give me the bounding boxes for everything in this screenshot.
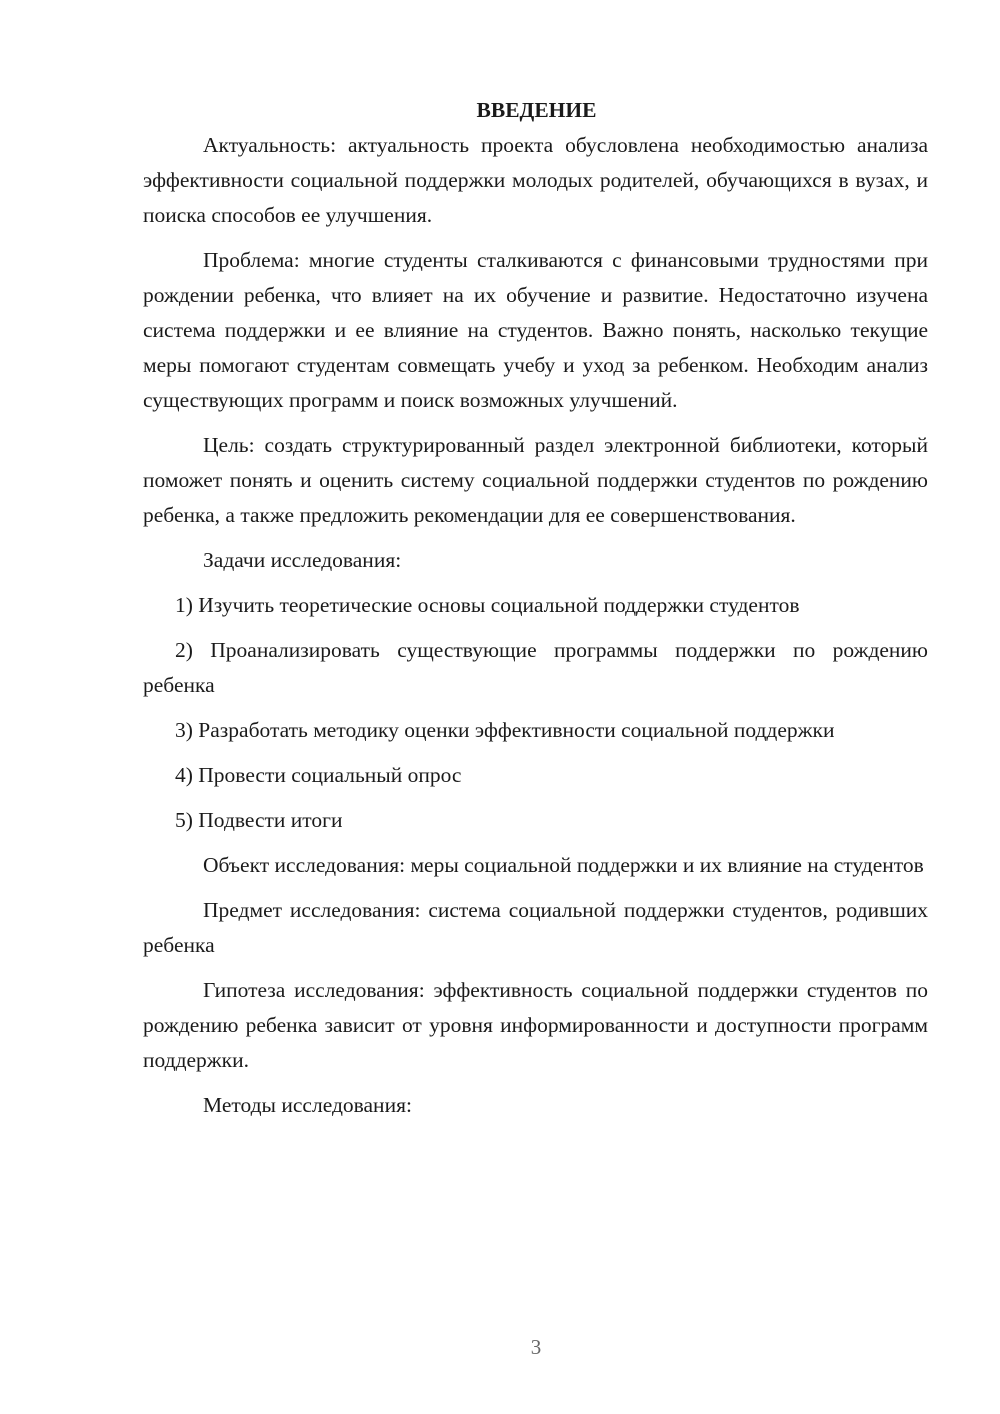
task-item-4: 4) Провести социальный опрос: [175, 763, 462, 787]
object-paragraph: Объект исследования: меры социальной поддержки и их влияние на студентов: [203, 853, 924, 877]
section-title: ВВЕДЕНИЕ: [476, 98, 597, 122]
page-content: [143, 93, 928, 1133]
methods-heading: Методы исследования:: [203, 1093, 412, 1117]
page-number: 3: [530, 1335, 542, 1359]
subject-paragraph: Предмет исследования: система социальной поддержки студентов, родивших ребенка: [143, 898, 928, 957]
tasks-heading: Задачи исследования:: [203, 548, 402, 572]
task-item-3: 3) Разработать методику оценки эффективности социальной поддержки: [175, 718, 835, 742]
relevance-paragraph: Актуальность: актуальность проекта обусловлена необходимостью анализа эффективности социальной поддержки молодых родителей, обучающихся в вузах, и поиска способов ее улучшения.: [143, 133, 928, 227]
task-item-5: 5) Подвести итоги: [175, 808, 343, 832]
task-item-1: 1) Изучить теоретические основы социальной поддержки студентов: [175, 593, 800, 617]
goal-paragraph: Цель: создать структурированный раздел электронной библиотеки, который поможет понять и оценить систему социальной поддержки студентов по рождению ребенка, а также предложить рекомендации для ее совершенствования.: [143, 433, 928, 527]
hypothesis-paragraph: Гипотеза исследования: эффективность социальной поддержки студентов по рождению ребенка зависит от уровня информированности и доступности программ поддержки.: [143, 978, 928, 1072]
task-item-2: 2) Проанализировать существующие программы поддержки по рождению ребенка: [143, 638, 928, 697]
problem-paragraph: Проблема: многие студенты сталкиваются с финансовыми трудностями при рождении ребенка, что влияет на их обучение и развитие. Недостаточно изучена система поддержки и ее влияние на студентов. Важно понять, насколько текущие меры помогают студентам совмещать учебу и уход за ребенком. Необходим анализ существующих программ и поиск возможных улучшений.: [143, 248, 928, 412]
